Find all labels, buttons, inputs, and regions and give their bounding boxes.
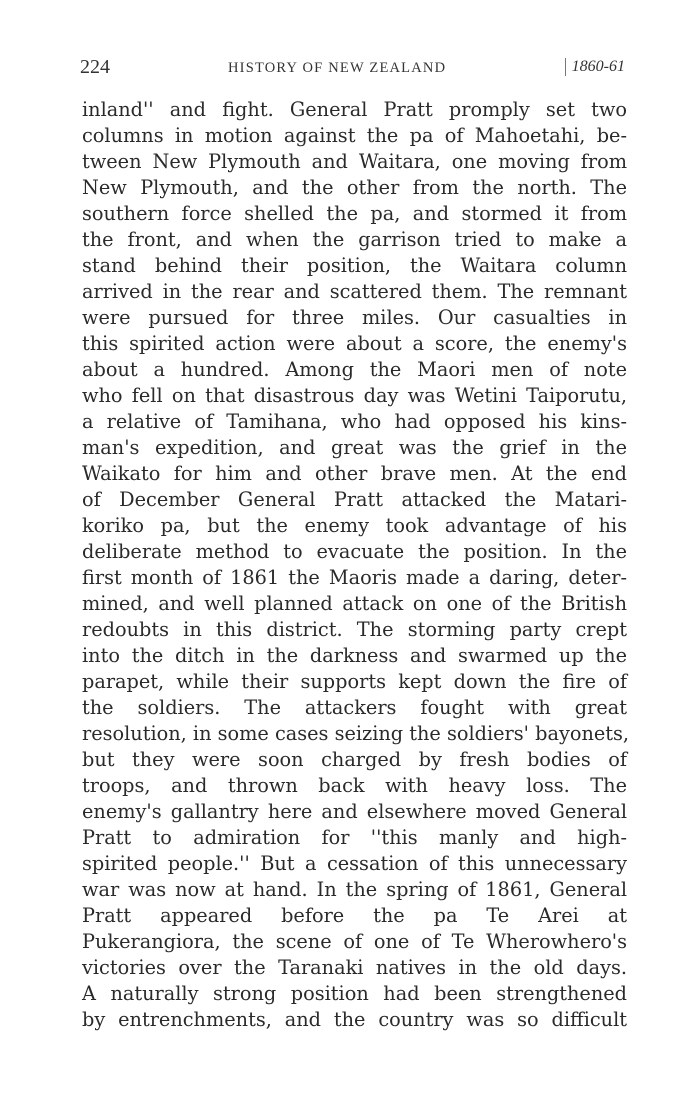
date-range: 1860-61 <box>565 58 625 76</box>
text-line: into the ditch in the darkness and swarmed up the <box>82 644 627 667</box>
text-line: resolution, in some cases seizing the soldiers' bayonets, <box>82 722 630 745</box>
text-line: man's expedition, and great was the grief in the <box>82 436 627 459</box>
text-line: redoubts in this district. The storming party crept <box>82 618 627 641</box>
text-line: Pratt to admiration for ''this manly and high- <box>82 826 627 849</box>
text-line: arrived in the rear and scattered them. The remnant <box>82 280 627 303</box>
text-line: stand behind their position, the Waitara column <box>82 254 627 277</box>
text-line: Pukerangiora, the scene of one of Te Wherowhero's <box>82 930 627 953</box>
text-line: of December General Pratt attacked the Matari- <box>82 488 627 511</box>
text-line: New Plymouth, and the other from the north. The <box>82 176 627 199</box>
page-header <box>80 56 625 82</box>
text-line: enemy's gallantry here and elsewhere moved General <box>82 800 627 823</box>
text-line: columns in motion against the pa of Mahoetahi, be- <box>82 124 627 147</box>
text-line: the soldiers. The attackers fought with great <box>82 696 627 719</box>
text-line: troops, and thrown back with heavy loss. The <box>82 774 627 797</box>
text-line: mined, and well planned attack on one of the British <box>82 592 627 615</box>
text-line: tween New Plymouth and Waitara, one moving from <box>82 150 627 173</box>
text-line: by entrenchments, and the country was so difficult <box>82 1008 627 1031</box>
text-line: were pursued for three miles. Our casualties in <box>82 306 627 329</box>
text-line: southern force shelled the pa, and stormed it from <box>82 202 627 225</box>
text-line: victories over the Taranaki natives in the old days. <box>82 956 627 979</box>
text-line: Waikato for him and other brave men. At the end <box>82 462 627 485</box>
text-line: first month of 1861 the Maoris made a daring, deter- <box>82 566 627 589</box>
running-title: HISTORY OF NEW ZEALAND <box>228 60 447 76</box>
body-text <box>82 97 630 1033</box>
text-line: the front, and when the garrison tried to make a <box>82 228 627 251</box>
text-line: about a hundred. Among the Maori men of note <box>82 358 627 381</box>
text-line: this spirited action were about a score, the enemy's <box>82 332 627 355</box>
text-line: A naturally strong position had been strengthened <box>82 982 627 1005</box>
text-line: but they were soon charged by fresh bodies of <box>82 748 627 771</box>
text-line: who fell on that disastrous day was Wetini Taiporutu, <box>82 384 627 407</box>
text-line: koriko pa, but the enemy took advantage of his <box>82 514 627 537</box>
text-line: war was now at hand. In the spring of 1861, General <box>82 878 627 901</box>
text-line: a relative of Tamihana, who had opposed his kins- <box>82 410 627 433</box>
page-number: 224 <box>80 56 110 78</box>
text-line: parapet, while their supports kept down the fire of <box>82 670 627 693</box>
text-line: Pratt appeared before the pa Te Arei at <box>82 904 627 927</box>
text-line: spirited people.'' But a cessation of this unnecessary <box>82 852 627 875</box>
text-line: inland'' and fight. General Pratt promply set two <box>82 98 627 121</box>
text-line: deliberate method to evacuate the position. In the <box>82 540 627 563</box>
